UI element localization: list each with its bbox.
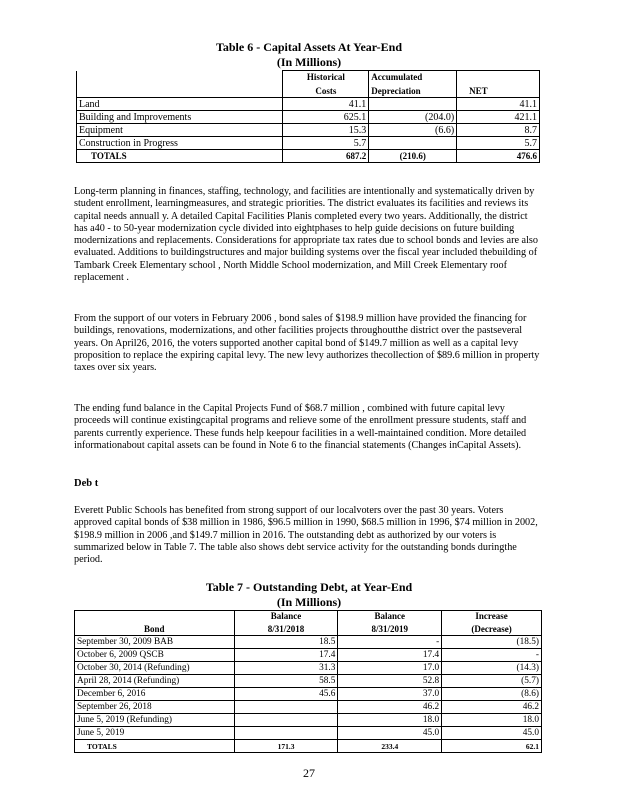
total-net-cell: 476.6: [457, 150, 540, 163]
table6-subtitle: (In Millions): [276, 55, 342, 69]
row-label: Equipment: [77, 124, 283, 137]
depreciation-cell: (204.0): [369, 111, 457, 124]
accumulated-depreciation-header: [369, 71, 457, 98]
table7-subtitle: (In Millions): [276, 595, 342, 609]
row-label: Building and Improvements: [77, 111, 283, 124]
paragraph-fund-balance: The ending fund balance in the Capital Projects Fund of $68.7 million , combined with future capital levy proceeds will continue existingcapital programs and relieve some of the enrollment pressure students, staff and parents currently experience. These funds help keepour facilities in a well-maintained condition. More detailed informationabout capital assets can be found in Note 6 to the financial statements (Changes inCapital Assets).: [74, 403, 527, 451]
change-cell: 46.2: [442, 701, 542, 714]
total-change-cell: 62.1: [442, 740, 542, 753]
change-cell: (5.7): [442, 675, 542, 688]
increase-decrease-header: [442, 611, 542, 636]
depreciation-cell: [369, 137, 457, 150]
bond-cell: September 26, 2018: [75, 701, 235, 714]
balance-2018-cell: 58.5: [234, 675, 338, 688]
table6-header-row: [77, 71, 540, 98]
bond-cell: October 6, 2009 QSCB: [75, 649, 235, 662]
date-2019-label: 8/31/2019: [371, 624, 409, 634]
page-number: 27: [303, 766, 315, 780]
balance-label: Balance: [270, 611, 302, 621]
costs-label: Costs: [315, 86, 337, 96]
totals-row: [75, 740, 542, 753]
balance-2019-cell: 52.8: [338, 675, 442, 688]
table-row: [77, 124, 540, 137]
balance-2019-cell: 17.4: [338, 649, 442, 662]
table-row: [75, 688, 542, 701]
bond-cell: June 5, 2019: [75, 727, 235, 740]
table7-header-row: [75, 611, 542, 636]
balance-2019-header: [338, 611, 442, 636]
totals-label: TOTALS: [75, 740, 235, 753]
table-row: [77, 137, 540, 150]
table-row: [75, 701, 542, 714]
table7-title: Table 7 - Outstanding Debt, at Year-End: [205, 580, 413, 594]
table-row: [77, 98, 540, 111]
bond-cell: June 5, 2019 (Refunding): [75, 714, 235, 727]
depreciation-cell: (6.6): [369, 124, 457, 137]
change-cell: 45.0: [442, 727, 542, 740]
bond-cell: October 30, 2014 (Refunding): [75, 662, 235, 675]
balance-label: Balance: [374, 611, 406, 621]
date-2018-label: 8/31/2018: [267, 624, 305, 634]
table-row: [75, 727, 542, 740]
balance-2018-cell: [234, 727, 338, 740]
balance-2018-cell: 18.5: [234, 636, 338, 649]
table-row: [75, 636, 542, 649]
change-cell: (8.6): [442, 688, 542, 701]
cost-cell: 41.1: [283, 98, 369, 111]
table-row: [75, 662, 542, 675]
depreciation-label: Depreciation: [371, 86, 421, 96]
total-2018-cell: 171.3: [234, 740, 338, 753]
change-cell: 18.0: [442, 714, 542, 727]
table-row: [77, 111, 540, 124]
paragraph-voter-support: From the support of our voters in February 2006 , bond sales of $198.9 million have provided the financing for buildings, renovations, modernizations, and other facilities projects throughoutthe district over the pastseveral years. On April26, 2016, the voters supported another capital bond of $149.7 million as well as a capital levy proposition to replace the expiring capital levy. The new levy authorizes thecollection of $89.6 million in property taxes over six years.: [74, 313, 540, 374]
total-2019-cell: 233.4: [338, 740, 442, 753]
table-row: [75, 714, 542, 727]
outstanding-debt-table: [74, 610, 542, 753]
table-row: [75, 649, 542, 662]
cost-cell: 15.3: [283, 124, 369, 137]
net-header: NET: [457, 71, 540, 98]
balance-2018-header: [234, 611, 338, 636]
net-cell: 421.1: [457, 111, 540, 124]
change-cell: (14.3): [442, 662, 542, 675]
bond-cell: September 30, 2009 BAB: [75, 636, 235, 649]
capital-assets-table: [76, 70, 540, 163]
cost-cell: 625.1: [283, 111, 369, 124]
balance-2018-cell: [234, 714, 338, 727]
balance-2018-cell: [234, 701, 338, 714]
row-label: Land: [77, 98, 283, 111]
totals-label: TOTALS: [77, 150, 283, 163]
row-label: Construction in Progress: [77, 137, 283, 150]
balance-2019-cell: -: [338, 636, 442, 649]
debt-heading: Deb t: [74, 478, 99, 489]
change-cell: -: [442, 649, 542, 662]
historical-label: Historical: [306, 72, 345, 82]
total-depreciation-cell: (210.6): [369, 150, 457, 163]
accumulated-label: Accumulated: [371, 72, 423, 82]
bond-header: Bond: [75, 611, 235, 636]
change-cell: (18.5): [442, 636, 542, 649]
paragraph-capital-planning: Long-term planning in finances, staffing, technology, and facilities are intentionally and systematically driven by student enrollment, learningmeasures, and strategic priorities. The district evaluates its facilities and reviews its capital needs annuall y. A detailed Capital Facilities Planis completed every two years. Additionally, the district has a40 - to 50-year modernization cycle divided into eightphases to help guide decisions on future building modernizations and replacements. Considerations for appropriate tax rates due to school bonds and levies are also evaluated. Additions to buildingstructures and major building systems over the fiscal year included thebuilding of Tambark Creek Elementary school , North Middle School modernization, and Mill Creek Elementary roof replacement .: [74, 186, 538, 284]
historical-costs-header: [283, 71, 369, 98]
table-row: [75, 675, 542, 688]
totals-row: [77, 150, 540, 163]
balance-2019-cell: 46.2: [338, 701, 442, 714]
table6-title: Table 6 - Capital Assets At Year-End: [215, 40, 403, 54]
decrease-label: (Decrease): [471, 624, 512, 634]
balance-2018-cell: 31.3: [234, 662, 338, 675]
depreciation-cell: [369, 98, 457, 111]
increase-label: Increase: [475, 611, 508, 621]
balance-2019-cell: 17.0: [338, 662, 442, 675]
net-cell: 5.7: [457, 137, 540, 150]
total-cost-cell: 687.2: [283, 150, 369, 163]
bond-cell: December 6, 2016: [75, 688, 235, 701]
net-cell: 8.7: [457, 124, 540, 137]
balance-2018-cell: 17.4: [234, 649, 338, 662]
balance-2018-cell: 45.6: [234, 688, 338, 701]
bond-cell: April 28, 2014 (Refunding): [75, 675, 235, 688]
balance-2019-cell: 45.0: [338, 727, 442, 740]
paragraph-debt: Everett Public Schools has benefited from strong support of our localvoters over the past 30 years. Voters approved capital bonds of $38 million in 1986, $96.5 million in 1990, $68.5 million in 1996, $74 million in 2002, $198.9 million in 2006 ,and $149.7 million in 2016. The outstanding debt as authorized by our voters is summarized below in Table 7. The table also shows debt service activity for the outstanding bonds duringthe period.: [74, 505, 538, 566]
balance-2019-cell: 37.0: [338, 688, 442, 701]
cost-cell: 5.7: [283, 137, 369, 150]
balance-2019-cell: 18.0: [338, 714, 442, 727]
net-cell: 41.1: [457, 98, 540, 111]
